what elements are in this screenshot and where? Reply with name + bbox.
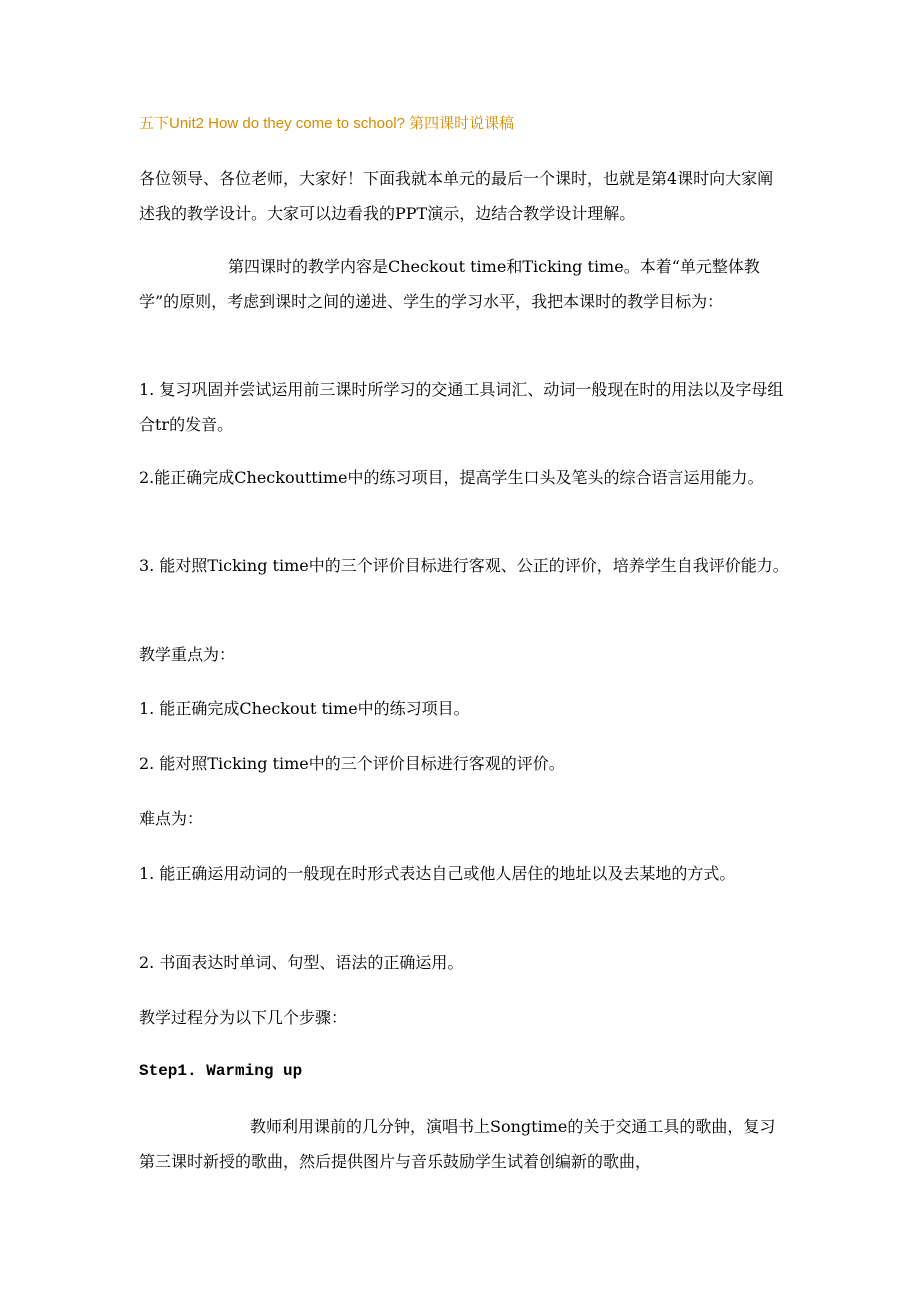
difficulty-1: 1. 能正确运用动词的一般现在时形式表达自己或他人居住的地址以及去某地的方式。 — [139, 864, 736, 883]
key-point-1: 1. 能正确完成Checkout time中的练习项目。 — [139, 699, 470, 718]
goal-3: 3. 能对照Ticking time中的三个评价目标进行客观、公正的评价，培养学生自我评价能力。 — [139, 556, 789, 575]
content-paragraph: 第四课时的教学内容是Checkout time和Ticking time。本着“单元整体教学”的原则，考虑到课时之间的递进、学生的学习水平，我把本课时的教学目标为： — [139, 257, 760, 311]
intro-paragraph: 各位领导、各位老师，大家好！下面我就本单元的最后一个课时，也就是第4课时向大家阐述我的教学设计。大家可以边看我的PPT演示，边结合教学设计理解。 — [139, 169, 774, 223]
difficulty-2: 2. 书面表达时单词、句型、语法的正确运用。 — [139, 953, 464, 972]
key-points-heading: 教学重点为： — [139, 645, 236, 664]
step1-heading: Step1. Warming up — [139, 1062, 303, 1080]
process-heading: 教学过程分为以下几个步骤： — [139, 1008, 348, 1027]
step1-paragraph: 教师利用课前的几分钟，演唱书上Songtime的关于交通工具的歌曲，复习第三课时新授的歌曲，然后提供图片与音乐鼓励学生试着创编新的歌曲， — [139, 1117, 776, 1171]
goal-1: 1. 复习巩固并尝试运用前三课时所学习的交通工具词汇、动词一般现在时的用法以及字母组合tr的发音。 — [139, 380, 784, 434]
goal-2: 2.能正确完成Checkouttime中的练习项目，提高学生口头及笔头的综合语言运用能力。 — [139, 468, 764, 487]
key-point-2: 2. 能对照Ticking time中的三个评价目标进行客观的评价。 — [139, 754, 565, 773]
difficulties-heading: 难点为： — [139, 809, 204, 828]
document-title: 五下Unit2 How do they come to school? 第四课时说课稿 — [139, 115, 515, 132]
